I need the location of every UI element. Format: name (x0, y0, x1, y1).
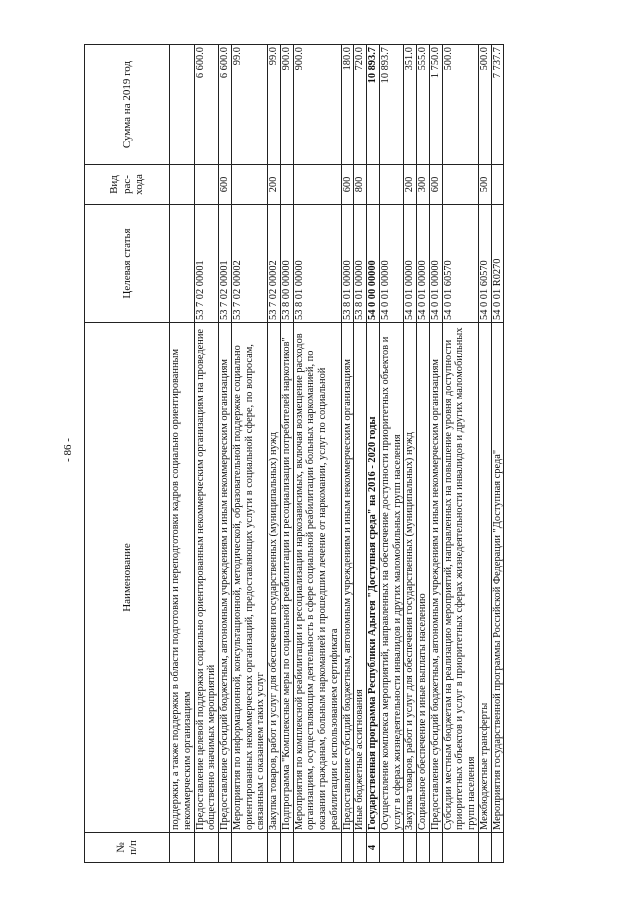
row-target-article-cell: 54 0 01 00000 (404, 205, 417, 323)
row-number-cell (341, 833, 354, 863)
table-body (170, 45, 504, 863)
table-row (219, 45, 232, 863)
row-name-cell: Предоставление субсидий бюджетным, автономным учреждениям и иным некоммерческим организациям (429, 323, 442, 833)
row-number-cell (417, 833, 430, 863)
row-name-cell: Предоставление субсидий бюджетным, автономным учреждениям и иным некоммерческим организациям (341, 323, 354, 833)
row-expense-type-cell (379, 165, 404, 205)
row-expense-type-cell: 200 (268, 165, 281, 205)
row-number-cell (194, 833, 219, 863)
row-number-cell (231, 833, 267, 863)
row-expense-type-cell (280, 165, 293, 205)
table-row (293, 45, 341, 863)
row-amount-cell: 1 750.0 (429, 45, 442, 165)
table-row (280, 45, 293, 863)
table-row (231, 45, 267, 863)
table-row (268, 45, 281, 863)
row-name-cell: Мероприятия по комплексной реабилитации и ресоциализации наркозависимых, включая возмещение расходов организациям, осуществляющим деятельность в сфере социальной реабилитации больных наркоманией, по оказании гражданам, больным наркоманией и прошедшим лечение от наркомании, услуг по социальной реабилитации с использованием сертификата (293, 323, 341, 833)
row-expense-type-cell (491, 165, 504, 205)
budget-table (84, 44, 504, 863)
row-amount-cell: 99.0 (268, 45, 281, 165)
row-expense-type-cell (231, 165, 267, 205)
header-target-article: Целевая статья (85, 205, 170, 323)
row-expense-type-cell: 500 (478, 165, 491, 205)
header-name: Наименование (85, 323, 170, 833)
row-amount-cell: 99.0 (231, 45, 267, 165)
table-row (379, 45, 404, 863)
page-number: - 86 - (62, 438, 74, 462)
table-row (341, 45, 354, 863)
row-amount-cell: 900.0 (293, 45, 341, 165)
header-amount: Сумма на 2019 год (85, 45, 170, 165)
table-header-row (85, 45, 170, 863)
row-target-article-cell (170, 205, 195, 323)
row-name-cell: Мероприятия по информационной, консультационной, методической, образовательной поддержке социально ориентированных некоммерческих организаций, предоставляющих услуги в социальной сфере, по вопросам, связанным с оказанием таких услуг (231, 323, 267, 833)
row-target-article-cell: 54 0 01 00000 (417, 205, 430, 323)
row-name-cell: Межбюджетные трансферты (478, 323, 491, 833)
row-name-cell: Подпрограмма "Комплексные меры по социальной реабилитации и ресоциализации потребителей наркотиков" (280, 323, 293, 833)
row-number-cell (404, 833, 417, 863)
row-amount-cell: 500.0 (478, 45, 491, 165)
row-amount-cell: 720.0 (354, 45, 367, 165)
table-row (170, 45, 195, 863)
row-number-cell (219, 833, 232, 863)
row-number-cell (429, 833, 442, 863)
rotated-content (84, 45, 584, 863)
row-target-article-cell: 54 0 01 00000 (429, 205, 442, 323)
table-row (367, 45, 380, 863)
row-target-article-cell: 54 0 01 R0270 (491, 205, 504, 323)
row-expense-type-cell: 600 (219, 165, 232, 205)
row-target-article-cell: 53 7 02 00002 (268, 205, 281, 323)
header-expense-type-label: Вид рас- хода (108, 174, 146, 195)
row-amount-cell: 900.0 (280, 45, 293, 165)
row-amount-cell (170, 45, 195, 165)
row-expense-type-cell (194, 165, 219, 205)
row-amount-cell: 6 600.0 (219, 45, 232, 165)
header-number (85, 833, 170, 863)
table-row (442, 45, 478, 863)
row-target-article-cell: 53 8 00 00000 (280, 205, 293, 323)
row-target-article-cell: 53 7 02 00001 (219, 205, 232, 323)
row-target-article-cell: 53 7 02 00001 (194, 205, 219, 323)
row-number-cell (478, 833, 491, 863)
table-row (429, 45, 442, 863)
row-name-cell: поддержки, а также поддержки в области подготовки и переподготовки кадров социально ориентированным некоммерческим организациям (170, 323, 195, 833)
row-number-cell (170, 833, 195, 863)
row-amount-cell: 500.0 (442, 45, 478, 165)
row-name-cell: Государственная программа Республики Адыгея "Доступная среда" на 2016 - 2020 годы (367, 323, 380, 833)
row-amount-cell: 7 737.7 (491, 45, 504, 165)
row-number-cell (268, 833, 281, 863)
row-expense-type-cell (367, 165, 380, 205)
row-name-cell: Предоставление субсидий бюджетным, автономным учреждениям и иным некоммерческим организациям (219, 323, 232, 833)
row-amount-cell: 10 893.7 (367, 45, 380, 165)
row-amount-cell: 180.0 (341, 45, 354, 165)
row-number-cell (354, 833, 367, 863)
table-row (478, 45, 491, 863)
row-expense-type-cell: 800 (354, 165, 367, 205)
row-amount-cell: 6 600.0 (194, 45, 219, 165)
row-expense-type-cell: 600 (429, 165, 442, 205)
row-name-cell: Предоставление целевой поддержки социально ориентированным некоммерческим организациям на проведение общественно значимых мероприятий (194, 323, 219, 833)
row-name-cell: Иные бюджетные ассигнования (354, 323, 367, 833)
table-row (417, 45, 430, 863)
row-target-article-cell: 53 8 01 00000 (293, 205, 341, 323)
row-name-cell: Субсидии местным бюджетам на реализацию мероприятий, направленных на повышение уровня доступности приоритетных объектов и услуг в приоритетных сферах жизнедеятельности инвалидов и других маломобильных групп населения (442, 323, 478, 833)
row-target-article-cell: 53 8 01 00000 (354, 205, 367, 323)
row-expense-type-cell (170, 165, 195, 205)
document-area (84, 45, 584, 863)
row-name-cell: Закупка товаров, работ и услуг для обеспечения государственных (муниципальных) нужд (404, 323, 417, 833)
row-target-article-cell: 54 0 01 00000 (379, 205, 404, 323)
row-target-article-cell: 54 0 00 00000 (367, 205, 380, 323)
row-number-cell (379, 833, 404, 863)
row-expense-type-cell: 200 (404, 165, 417, 205)
row-expense-type-cell: 300 (417, 165, 430, 205)
row-target-article-cell: 54 0 01 60570 (442, 205, 478, 323)
row-number-cell (442, 833, 478, 863)
row-amount-cell: 10 893.7 (379, 45, 404, 165)
row-name-cell: Мероприятия государственной программы Российской Федерации "Доступная среда" (491, 323, 504, 833)
row-target-article-cell: 53 7 02 00002 (231, 205, 267, 323)
table-row (194, 45, 219, 863)
row-expense-type-cell (293, 165, 341, 205)
header-expense-type (85, 165, 170, 205)
row-name-cell: Осуществление комплекса мероприятий, направленных на обеспечение доступности приоритетных объектов и услуг в сферах жизнедеятельности инвалидов и других маломобильных групп населения (379, 323, 404, 833)
row-number-cell (293, 833, 341, 863)
row-number-cell (491, 833, 504, 863)
row-expense-type-cell (442, 165, 478, 205)
row-number-cell: 4 (367, 833, 380, 863)
row-target-article-cell: 54 0 01 60570 (478, 205, 491, 323)
header-number-label: № п/п (114, 840, 139, 855)
row-target-article-cell: 53 8 01 00000 (341, 205, 354, 323)
row-amount-cell: 351.0 (404, 45, 417, 165)
table-row (404, 45, 417, 863)
table-row (354, 45, 367, 863)
row-number-cell (280, 833, 293, 863)
row-amount-cell: 555.0 (417, 45, 430, 165)
row-expense-type-cell: 600 (341, 165, 354, 205)
row-name-cell: Закупка товаров, работ и услуг для обеспечения государственных (муниципальных) нужд (268, 323, 281, 833)
row-name-cell: Социальное обеспечение и иные выплаты населению (417, 323, 430, 833)
table-row (491, 45, 504, 863)
